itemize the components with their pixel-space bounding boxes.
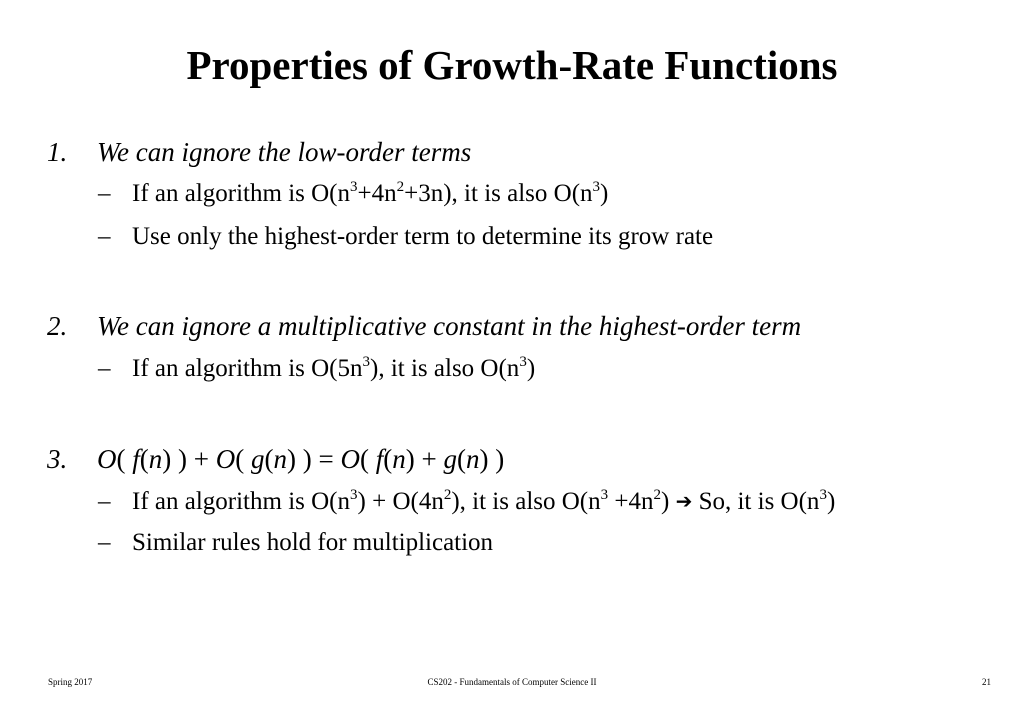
- sub-point-1-1: [98, 179, 608, 209]
- sub-text: ), it is also O(n: [370, 355, 520, 382]
- sub-text: ) + O(4n: [357, 488, 444, 515]
- sub-text: +4n: [357, 180, 397, 207]
- dash-bullet: –: [98, 223, 111, 250]
- point-number: 1.: [47, 137, 68, 167]
- superscript: 2: [396, 179, 405, 195]
- sub-text: Similar rules hold for multiplication: [132, 529, 494, 556]
- slide-title: Properties of Growth-Rate Functions: [186, 42, 838, 88]
- sub-point-3-2: [98, 528, 493, 558]
- superscript: 3: [819, 487, 827, 503]
- superscript: 3: [600, 487, 609, 503]
- superscript: 3: [350, 487, 358, 503]
- sub-text: ), it is also O(n: [451, 488, 601, 515]
- sub-point-3-1: [98, 486, 835, 517]
- footer-page-number: 21: [982, 677, 991, 687]
- superscript: 3: [519, 354, 527, 370]
- dash-bullet: –: [98, 355, 111, 382]
- sub-text: ): [826, 488, 836, 515]
- sub-text: ): [526, 355, 536, 382]
- point-number: 3.: [47, 444, 68, 474]
- point-heading: O( f(n) ) + O( g(n) ) = O( f(n) + g(n) ): [97, 444, 505, 474]
- point-3: [47, 443, 504, 475]
- sub-point-1-2: [98, 222, 713, 252]
- sub-text: +3n), it is also O(n: [404, 180, 593, 207]
- point-heading: We can ignore a multiplicative constant in the highest-order term: [97, 311, 802, 341]
- sub-text: If an algorithm is O(n: [132, 488, 351, 515]
- sub-text: ): [600, 180, 609, 207]
- superscript: 3: [592, 179, 601, 195]
- sub-text: Use only the highest-order term to determine its grow rate: [132, 223, 714, 250]
- dash-bullet: –: [98, 180, 111, 207]
- sub-text: If an algorithm is O(n: [132, 180, 351, 207]
- sub-text: So, it is O(n: [692, 488, 820, 515]
- sub-text: ): [660, 488, 676, 515]
- sub-text: +4n: [608, 488, 654, 515]
- superscript: 2: [443, 487, 452, 503]
- point-number: 2.: [47, 311, 68, 341]
- superscript: 3: [362, 354, 371, 370]
- footer-center: CS202 - Fundamentals of Computer Science II: [427, 677, 597, 687]
- sub-text: If an algorithm is O(5n: [132, 355, 363, 382]
- superscript: 2: [653, 487, 661, 503]
- bold-right-arrow-icon: ➔: [675, 489, 693, 513]
- footer-left: Spring 2017: [48, 677, 93, 687]
- point-2: [47, 310, 801, 342]
- dash-bullet: –: [98, 529, 111, 556]
- dash-bullet: –: [98, 488, 111, 515]
- point-heading: We can ignore the low-order terms: [97, 137, 472, 167]
- point-1: [47, 136, 471, 168]
- superscript: 3: [350, 179, 358, 195]
- sub-point-2-1: [98, 354, 535, 384]
